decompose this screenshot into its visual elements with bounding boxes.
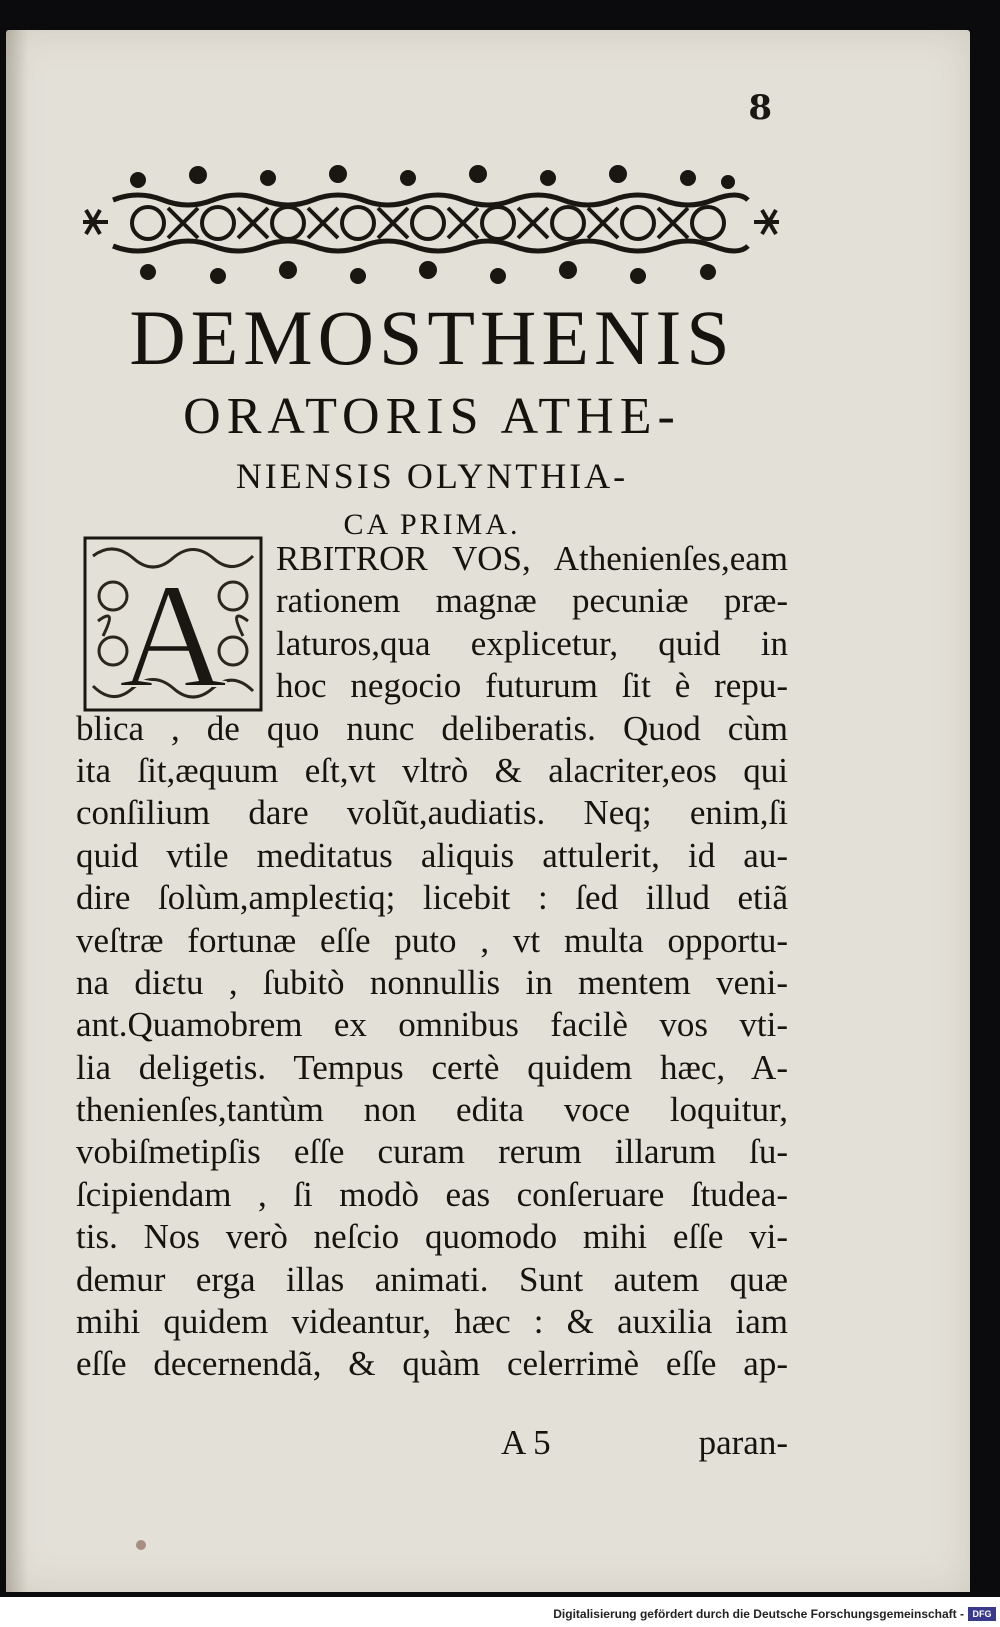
title-line-1: DEMOSTHENIS	[129, 294, 735, 381]
text-line: veſtræ fortunæ eſſe puto , vt multa opportu-	[76, 920, 788, 960]
text-line: RBITROR VOS, Athenienſes,eam	[276, 539, 788, 578]
title-line-4: CA PRIMA.	[343, 508, 521, 541]
text-line: eſſe decernendã, & quàm celerrimè eſſe ap-	[76, 1344, 788, 1384]
title-line-2: ORATORIS ATHE-	[183, 388, 681, 445]
text-line: mihi quidem videantur, hæc : & auxilia iam	[76, 1302, 788, 1342]
text-line: quid vtile meditatus aliquis attulerit, id au-	[76, 835, 788, 875]
decorative-headpiece	[78, 160, 784, 290]
text-line: rationem magnæ pecuniæ præ-	[276, 581, 788, 621]
text-line: tis. Nos verò neſcio quomodo mihi eſſe vi-	[76, 1217, 788, 1257]
dropcap-letter: A	[118, 553, 228, 712]
text-line: na diɛtu , ſubitò nonnullis in mentem veni-	[76, 962, 788, 1002]
text-line: thenienſes,tantùm non edita voce loquitur,	[76, 1090, 788, 1130]
text-line: blica , de quo nunc deliberatis. Quod cùm	[76, 708, 788, 748]
text-line: laturos,qua explicetur, quid in	[276, 623, 788, 663]
page-footer-line	[76, 1423, 788, 1465]
dfg-logo: DFG	[968, 1607, 996, 1621]
text-line: demur erga illas animati. Sunt autem quæ	[76, 1259, 788, 1299]
catchword: paran-	[698, 1423, 788, 1462]
funding-banner	[0, 1597, 1000, 1627]
ink-stain	[136, 1540, 146, 1550]
text-line: ſcipiendam , ſi modò eas conſeruare ſtudea-	[76, 1174, 788, 1214]
title-block	[76, 292, 788, 548]
text-line: dire ſolùm,ampleɛtiq; licebit : ſed illud etiã	[76, 878, 788, 918]
text-line: ita ſit,æquum eſt,vt vltrò & alacriter,eos qui	[76, 750, 788, 790]
funding-note: Digitalisierung gefördert durch die Deutsche Forschungsgemeinschaft -	[553, 1607, 964, 1621]
body-text	[76, 538, 788, 1386]
text-line: vobiſmetipſis eſſe curam rerum illarum ſu-	[76, 1132, 788, 1172]
text-line: ant.Quamobrem ex omnibus facilè vos vti-	[76, 1005, 788, 1045]
text-line: lia deligetis. Tempus certè quidem hæc, A-	[76, 1047, 788, 1087]
title-line-3: NIENSIS OLYNTHIA-	[235, 456, 629, 496]
text-line: hoc negocio futurum ſit è repu-	[276, 666, 788, 706]
page-number: 8	[748, 88, 772, 128]
text-line: conſilium dare volũt,audiatis. Neq; enim,ſi	[76, 793, 788, 833]
signature-mark: A 5	[501, 1423, 551, 1462]
book-page	[6, 30, 970, 1592]
